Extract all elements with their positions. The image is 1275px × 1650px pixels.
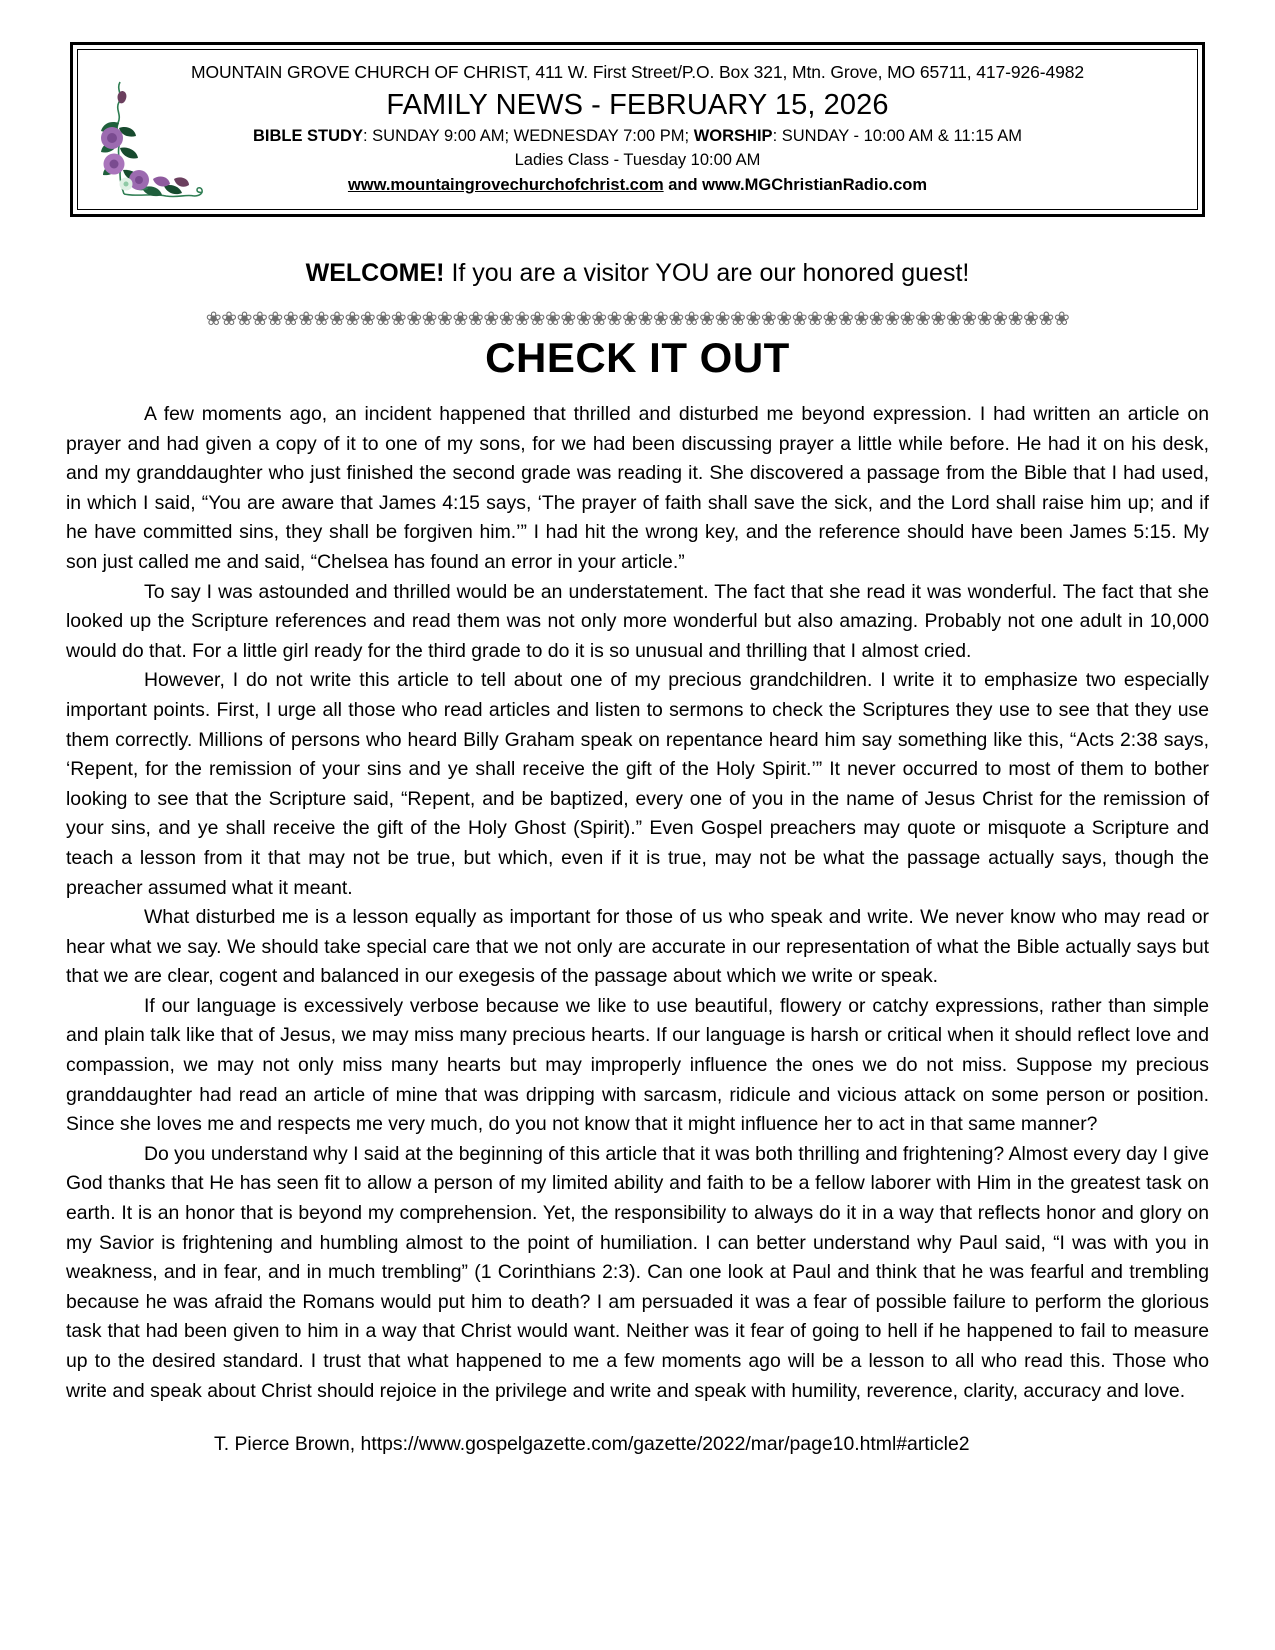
masthead-box <box>70 42 1205 217</box>
article-headline: CHECK IT OUT <box>485 334 790 381</box>
website-conjunction: and <box>663 175 703 194</box>
article-attribution: T. Pierce Brown, https://www.gospelgazette.com/gazette/2022/mar/page10.html#article2 <box>214 1433 970 1456</box>
service-times-line <box>78 127 1197 147</box>
bible-study-times: : SUNDAY 9:00 AM; WEDNESDAY 7:00 PM; <box>362 127 694 146</box>
article-paragraph: A few moments ago, an incident happened that thrilled and disturbed me beyond expression. I had written an article on prayer and had given a copy of it to one of my sons, for we had been discussing prayer a little while before. He had it on his desk, and my granddaughter who just finished the second grade was reading it. She discovered a passage from the Bible that I had used, in which I said, “You are aware that James 4:15 says, ‘The prayer of faith shall save the sick, and the Lord shall raise him up; and if he have committed sins, they shall be forgiven him.’” I had hit the wrong key, and the reference should have been James 5:15. My son just called me and said, “Chelsea has found an error in your article.” <box>66 403 1209 573</box>
welcome-rest-text: If you are a visitor YOU are our honored guest! <box>444 259 970 287</box>
bible-study-label: BIBLE STUDY <box>252 127 363 146</box>
article-paragraph: Do you understand why I said at the beginning of this article that it was both thrilling and frightening? Almost every day I give God thanks that He has seen fit to allow a person of my limited ability and faith to be a fellow laborer with Him in the greatest task on earth. It is an honor that is beyond my comprehension. Yet, the responsibility to always do it in a way that reflects honor and glory on my Savior is frightening and humbling almost to the point of humiliation. I can better understand why Paul said, “I was with you in weakness, and in fear, and in much trembling” (1 Corinthians 2:3). Can one look at Paul and think that he was fearful and trembling because he was afraid the Romans would put him to death? I am persuaded it was a fear of possible failure to perform the glorious task that had been given to him in a way that Christ would want. Neither was it fear of going to hell if he happened to fail to measure up to the desired standard. I trust that what happened to me a few moments ago will be a lesson to all who read this. Those who write and speak about Christ should rejoice in the privilege and write and speak with humility, reverence, clarity, accuracy and love. <box>66 1142 1209 1402</box>
worship-times: : SUNDAY - 10:00 AM & 11:15 AM <box>772 127 1023 146</box>
welcome-bold-word: WELCOME! <box>305 259 445 287</box>
newsletter-title: FAMILY NEWS - FEBRUARY 15, 2026 <box>386 89 889 122</box>
ornamental-divider: ❀❀❀❀❀❀❀❀❀❀❀❀❀❀❀❀❀❀❀❀❀❀❀❀❀❀❀❀❀❀❀❀❀❀❀❀❀❀❀❀❀❀❀❀❀❀❀❀❀❀❀❀❀❀❀❀ <box>205 310 1070 329</box>
website-line <box>78 176 1197 196</box>
welcome-message <box>0 258 1275 288</box>
ladies-class-line: Ladies Class - Tuesday 10:00 AM <box>514 151 761 170</box>
article-paragraph: To say I was astounded and thrilled would be an understatement. The fact that she read it was wonderful. The fact that she looked up the Scripture references and read them was not only more wonderful but also amazing. Probably not one adult in 10,000 would do that. For a little girl ready for the third grade to do it is so unusual and thrilling that I almost cried. <box>66 580 1209 662</box>
article-paragraph: If our language is excessively verbose because we like to use beautiful, flowery or catchy expressions, rather than simple and plain talk like that of Jesus, we may miss many precious hearts. If our language is harsh or critical when it should reflect love and compassion, we may not only miss many hearts but may improperly influence the ones we do not miss. Suppose my precious granddaughter had read an article of mine that was dripping with sarcasm, ridicule and vicious attack on some person or position. Since she loves me and respects me very much, do you not know that it might influence her to act in that same manner? <box>66 994 1209 1136</box>
worship-label: WORSHIP <box>693 127 773 146</box>
website-primary-link[interactable]: www.mountaingrovechurchofchrist.com <box>347 175 664 194</box>
website-secondary-link[interactable]: www.MGChristianRadio.com <box>702 175 928 194</box>
masthead-inner-border <box>77 49 1198 210</box>
article-paragraph: However, I do not write this article to tell about one of my precious grandchildren. I write it to emphasize two especially important points. First, I urge all those who read articles and listen to sermons to check the Scriptures they use to see that they use them correctly. Millions of persons who heard Billy Graham speak on repentance heard him say something like this, “Acts 2:38 says, ‘Repent, for the remission of your sins and ye shall receive the gift of the Holy Spirit.’” It never occurred to most of them to bother looking to see that the Scripture said, “Repent, and be baptized, every one of you in the name of Jesus Christ for the remission of your sins, and ye shall receive the gift of the Holy Ghost (Spirit).” Even Gospel preachers may quote or misquote a Scripture and teach a lesson from it that may not be true, but which, even if it is true, may not be what the passage actually says, though the preacher assumed what it meant. <box>66 669 1209 899</box>
church-address-line: MOUNTAIN GROVE CHURCH OF CHRIST, 411 W. First Street/P.O. Box 321, Mtn. Grove, MO 65711, 417-926-4982 <box>190 62 1085 82</box>
article-paragraph: What disturbed me is a lesson equally as important for those of us who speak and write. We never know who may read or hear what we say. We should take special care that we not only are accurate in our representation of what the Bible actually says but that we are clear, cogent and balanced in our exegesis of the passage about which we write or speak. <box>66 906 1209 988</box>
article-body <box>66 400 1209 1460</box>
